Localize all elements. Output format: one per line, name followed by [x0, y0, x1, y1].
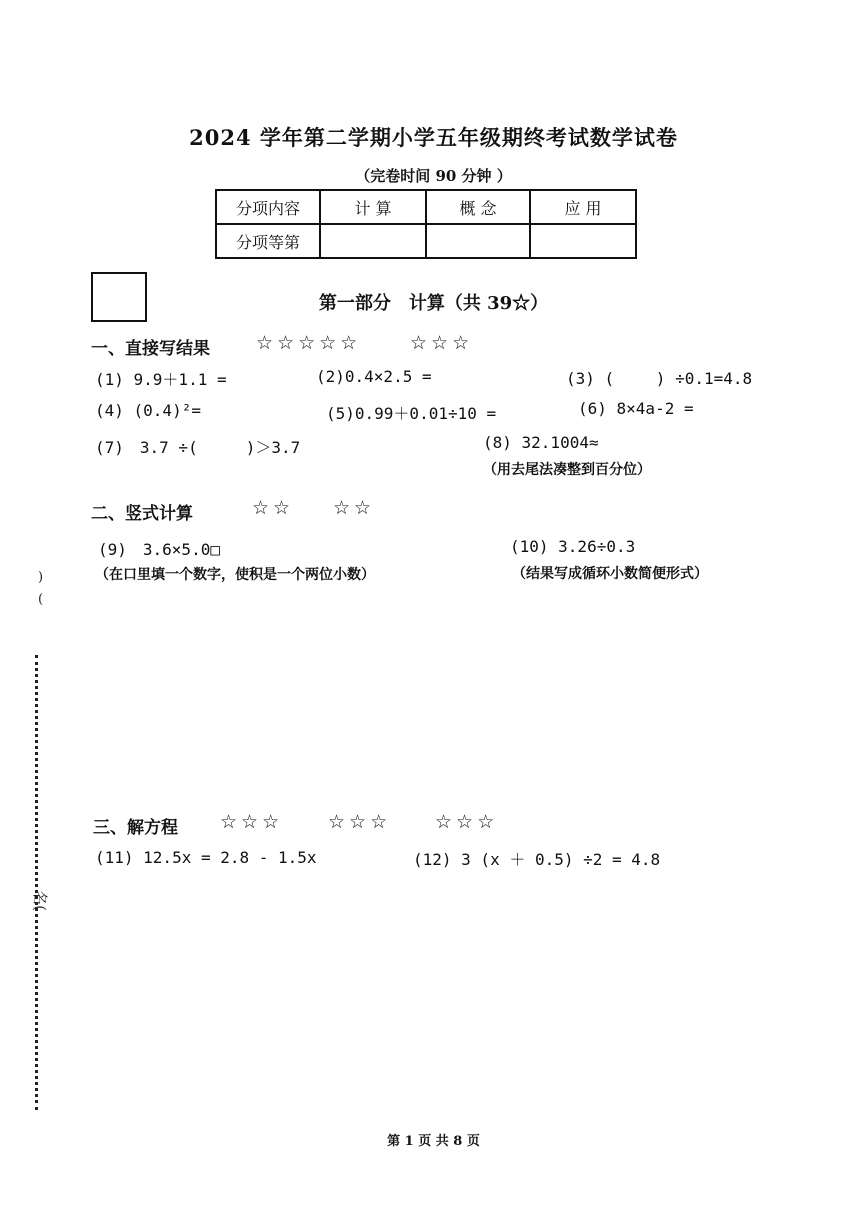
section1-stars-a: ☆☆☆☆☆ — [256, 332, 362, 354]
section3-stars-a: ☆☆☆ — [220, 811, 284, 833]
question-6: (6) 8×4a-2 = — [578, 399, 694, 418]
section1-stars-b: ☆☆☆ — [410, 332, 474, 354]
question-2: (2)0.4×2.5 = — [316, 367, 432, 386]
score-header-concept: 概 念 — [426, 190, 530, 224]
section3-stars-c: ☆☆☆ — [435, 811, 499, 833]
question-10-note: （结果写成循环小数简便形式） — [512, 566, 708, 582]
binding-mark-mid: ( — [38, 592, 44, 607]
section2-label: 二、竖式计算 — [91, 504, 193, 524]
question-11: (11) 12.5x = 2.8 - 1.5x — [95, 848, 317, 867]
question-5: (5)0.99＋0.01÷10 = — [326, 404, 497, 423]
exam-title: 2024 学年第二学期小学五年级期终考试数学试卷 — [189, 125, 678, 150]
section3-stars-b: ☆☆☆ — [328, 811, 392, 833]
score-cell-calculation[interactable] — [320, 224, 426, 258]
question-8-note: （用去尾法凑整到百分位） — [483, 462, 651, 478]
question-3: (3) ( ) ÷0.1=4.8 — [566, 369, 753, 388]
exam-duration: （完卷时间 90 分钟 ） — [355, 167, 512, 185]
score-cell-application[interactable] — [530, 224, 636, 258]
score-header-application: 应 用 — [530, 190, 636, 224]
question-9-note: （在口里填一个数字，使积是一个两位小数） — [95, 567, 375, 583]
score-header-calculation: 计 算 — [320, 190, 426, 224]
binding-name-label: 名( — [30, 890, 49, 911]
question-9: (9) 3.6×5.0□ — [98, 540, 220, 559]
score-cell-concept[interactable] — [426, 224, 530, 258]
section2-stars-b: ☆☆ — [333, 497, 376, 519]
binding-mark-top: ) — [38, 570, 44, 585]
question-10: (10) 3.26÷0.3 — [510, 537, 636, 556]
score-table — [215, 189, 637, 259]
question-8: (8) 32.1004≈ — [483, 433, 599, 452]
score-header-category: 分项内容 — [216, 190, 320, 224]
question-1: (1) 9.9＋1.1 = — [95, 370, 227, 389]
binding-dotted-line — [35, 655, 38, 1110]
page-footer: 第 1 页 共 8 页 — [387, 1134, 480, 1149]
section3-label: 三、解方程 — [93, 818, 178, 838]
score-table-grade-row — [216, 224, 636, 258]
question-4: (4) (0.4)²= — [95, 401, 201, 420]
section1-label: 一、直接写结果 — [91, 339, 210, 359]
score-table-header-row — [216, 190, 636, 224]
question-7: (7) 3.7 ÷( )＞3.7 — [95, 438, 301, 457]
question-12: (12) 3 (x ＋ 0.5) ÷2 = 4.8 — [413, 850, 661, 869]
section2-stars-a: ☆☆ — [252, 497, 295, 519]
part1-heading: 第一部分 计算（共 39☆） — [318, 293, 549, 314]
score-row-label: 分项等第 — [216, 224, 320, 258]
